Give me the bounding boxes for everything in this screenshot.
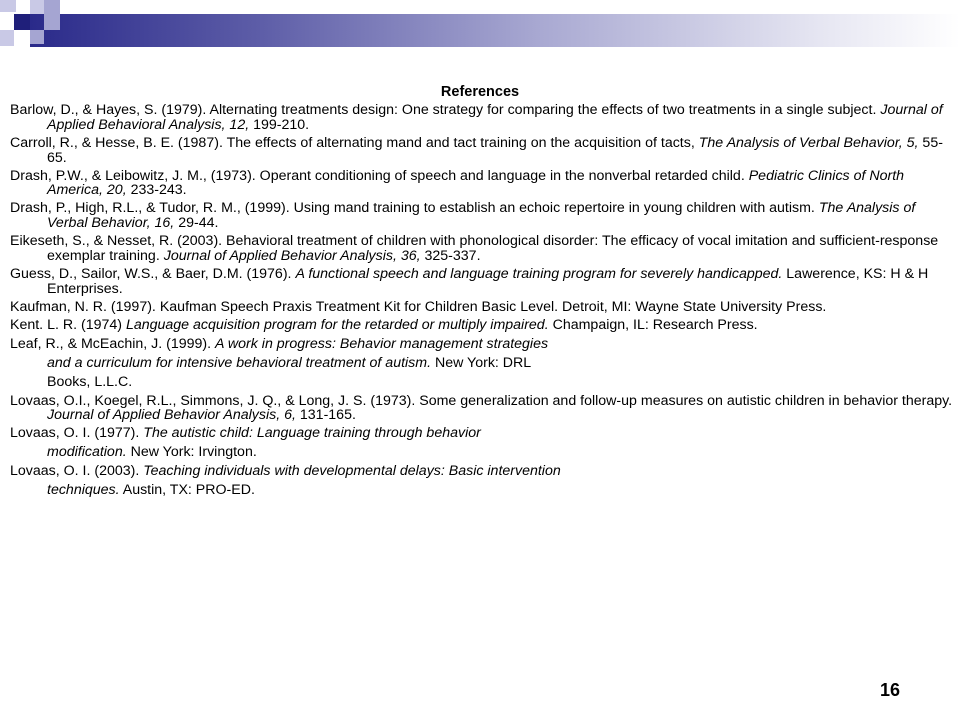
- decor-square-navy: [14, 14, 30, 30]
- reference-list: [10, 103, 955, 502]
- reference-item: Kaufman, N. R. (1997). Kaufman Speech Praxis Treatment Kit for Children Basic Level. Detroit, MI: Wayne State University Press.: [10, 298, 827, 315]
- reference-continuation: Books, L.L.C.: [47, 373, 133, 390]
- slide-header-decoration: [0, 0, 960, 60]
- reference-continuation: modification. New York: Irvington.: [47, 444, 257, 461]
- reference-continuation: techniques. Austin, TX: PRO-ED.: [47, 481, 255, 498]
- reference-item: Kent. L. R. (1974) Language acquisition program for the retarded or multiply impaired. Champaign, IL: Research Press.: [10, 317, 758, 334]
- reference-item: Lovaas, O. I. (1977). The autistic child: Language training through behavior: [10, 425, 481, 442]
- header-gradient-bar: [30, 14, 960, 47]
- reference-item: Leaf, R., & McEachin, J. (1999). A work in progress: Behavior management strategies: [10, 336, 549, 353]
- decor-square-medium: [44, 0, 60, 14]
- decor-square-medium-right: [44, 14, 60, 30]
- decor-square-light: [30, 0, 44, 14]
- reference-item: Eikeseth, S., & Nesset, R. (2003). Behavioral treatment of children with phonological disorder: The efficacy of vocal imitation and sufficient-response exemplar training. Journal of Applied Behavior Analysis, 36, 325-337.: [10, 233, 939, 264]
- decor-square-medium-low: [30, 30, 44, 44]
- decor-square-light-top: [0, 0, 16, 12]
- reference-item: Drash, P.W., & Leibowitz, J. M., (1973). Operant conditioning of speech and language in the nonverbal retarded child. Pediatric Clinics of North America, 20, 233-243.: [10, 167, 905, 199]
- reference-continuation: and a curriculum for intensive behavioral treatment of autism. New York: DRL: [47, 355, 532, 372]
- reference-item: Guess, D., Sailor, W.S., & Baer, D.M. (1976). A functional speech and language training program for severely handicapped. Lawerence, KS: H & H Enterprises.: [10, 265, 929, 297]
- references-title: References: [440, 84, 520, 100]
- reference-item: Barlow, D., & Hayes, S. (1979). Alternating treatments design: One strategy for comparing the effects of two treatments in a single subject. Journal of Applied Behavioral Analysis, 12, 199-210.: [10, 102, 943, 133]
- reference-item: Lovaas, O. I. (2003). Teaching individuals with developmental delays: Basic intervention: [10, 463, 561, 480]
- reference-item: Carroll, R., & Hesse, B. E. (1987). The effects of alternating mand and tact training on the acquisition of tacts, The Analysis of Verbal Behavior, 5, 55-65.: [10, 134, 943, 166]
- reference-item: Lovaas, O.I., Koegel, R.L., Simmons, J. Q., & Long, J. S. (1973). Some generalization and follow-up measures on autistic children in behavior therapy. Journal of Applied Behavior Analysis, 6, 131-165.: [10, 392, 953, 424]
- reference-item: Drash, P., High, R.L., & Tudor, R. M., (1999). Using mand training to establish an echoic repertoire in young children with autism. The Analysis of Verbal Behavior, 16, 29-44.: [10, 200, 916, 232]
- decor-square-light-left: [0, 30, 14, 46]
- page-number: 16: [880, 680, 901, 700]
